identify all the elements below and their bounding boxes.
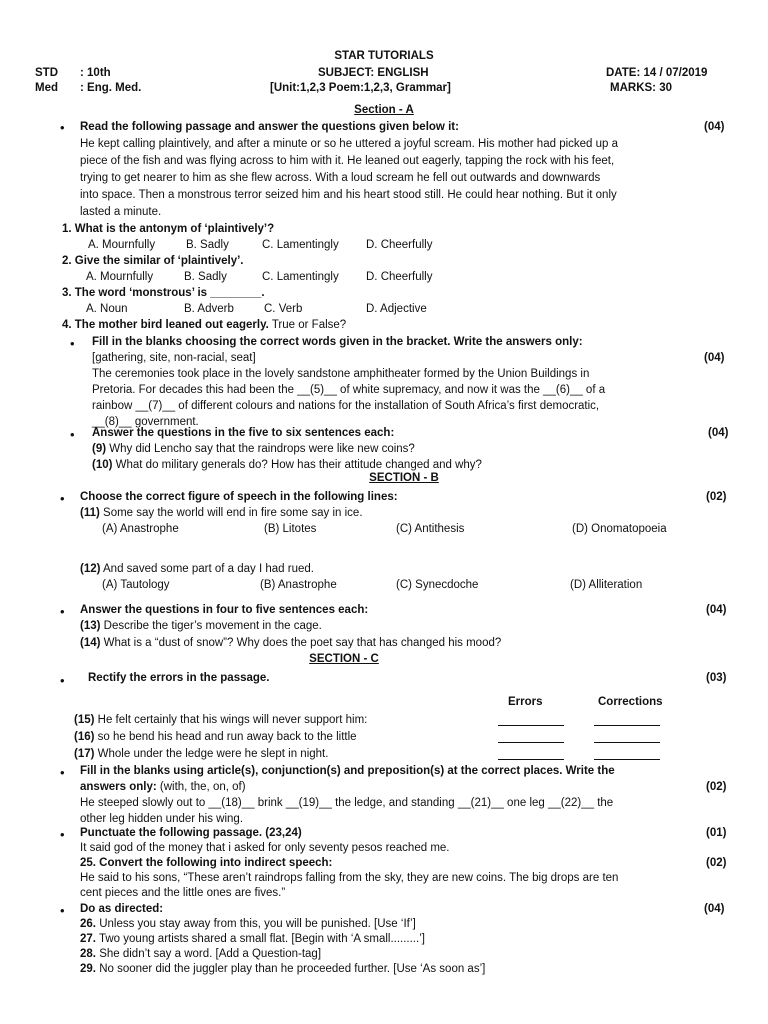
question-2: 2. Give the similar of ‘plaintively’.: [62, 255, 244, 267]
question-14-text: What is a “dust of snow”? Why does the poet say that has changed his mood?: [100, 637, 502, 649]
q2-option-d: D. Cheerfully: [366, 271, 433, 283]
question-4: [62, 317, 346, 333]
question-12: [80, 561, 314, 577]
bullet-icon: •: [60, 604, 65, 619]
question-13-text: Describe the tiger’s movement in the cage.: [100, 620, 322, 632]
question-9-number: (9): [92, 443, 107, 455]
q11-option-a: (A) Anastrophe: [102, 523, 179, 535]
question-15-text: He felt certainly that his wings will never support him:: [94, 714, 368, 726]
passage-line: trying to get nearer to him as she flew across. With a loud scream he fell out outwards and downwards: [80, 172, 601, 184]
question-27: [80, 931, 425, 947]
question-28-text: She didn’t say a word. [Add a Question-tag]: [96, 948, 322, 960]
question-28: [80, 946, 321, 962]
question-26: [80, 916, 416, 932]
question-25-marks: (02): [706, 857, 727, 869]
articles-instruction-line-2: [80, 779, 246, 795]
q1-option-a: A. Mournfully: [88, 239, 156, 251]
q25-line: He said to his sons, “These aren’t raindrops falling from the sky, they are new coins. The big drops are ten: [80, 872, 619, 884]
bullet-icon: •: [60, 903, 65, 918]
articles-instruction-label: answers only:: [80, 781, 157, 793]
short-marks: (04): [708, 427, 729, 439]
section-b-title: SECTION - B: [369, 472, 439, 484]
std-value: : 10th: [80, 67, 111, 79]
question-29: [80, 961, 485, 977]
figure-marks: (02): [706, 491, 727, 503]
question-13-number: (13): [80, 620, 101, 632]
question-14-number: (14): [80, 637, 101, 649]
question-10-number: (10): [92, 459, 113, 471]
figure-instruction: Choose the correct figure of speech in the following lines:: [80, 491, 398, 503]
question-10-text: What do military generals do? How has their attitude changed and why?: [112, 459, 482, 471]
errors-column-header: Errors: [508, 696, 543, 708]
question-16: [74, 729, 357, 745]
q12-option-c: (C) Synecdoche: [396, 579, 479, 591]
med-label: Med: [35, 82, 58, 94]
question-4-tail: True or False?: [268, 319, 347, 331]
question-13: [80, 618, 322, 634]
error-blank-15[interactable]: [498, 715, 564, 726]
fill-line: Pretoria. For decades this had been the __(5)__ of white supremacy, and now it was the __(6)__ of a: [92, 384, 606, 396]
fill-line: rainbow __(7)__ of different colours and nations for the installation of South Africa’s first democratic,: [92, 400, 600, 412]
question-17-text: Whole under the ledge were he slept in night.: [94, 748, 329, 760]
long-marks: (04): [706, 604, 727, 616]
punctuate-line: It said god of the money that i asked for only seventy pesos reached me.: [80, 842, 450, 854]
bullet-icon: •: [60, 673, 65, 688]
error-blank-17[interactable]: [498, 749, 564, 760]
question-10: [92, 457, 482, 473]
bullet-icon: •: [60, 827, 65, 842]
q12-option-a: (A) Tautology: [102, 579, 170, 591]
q3-option-d: D. Adjective: [366, 303, 427, 315]
articles-marks: (02): [706, 781, 727, 793]
passage-line: He kept calling plaintively, and after a minute or so he uttered a joyful scream. His mother had picked up a: [80, 138, 619, 150]
passage-line: into space. Then a monstrous terror seized him and his heart stood still. He could hear nothing. But it only: [80, 189, 617, 201]
marks: MARKS: 30: [610, 82, 672, 94]
fill-marks: (04): [704, 352, 725, 364]
std-label: STD: [35, 67, 58, 79]
long-instruction: Answer the questions in four to five sentences each:: [80, 604, 369, 616]
q1-option-b: B. Sadly: [186, 239, 229, 251]
bullet-icon: •: [70, 427, 75, 442]
passage-marks: (04): [704, 121, 725, 133]
passage-line: piece of the fish and was flying across to him with it. He leaned out eagerly, tapping the rock with his feet,: [80, 155, 615, 167]
date: DATE: 14 / 07/2019: [606, 67, 708, 79]
question-9-text: Why did Lencho say that the raindrops were like new coins?: [106, 443, 415, 455]
bullet-icon: •: [60, 491, 65, 506]
q2-option-c: C. Lamentingly: [262, 271, 339, 283]
question-4-text: 4. The mother bird leaned out eagerly.: [62, 319, 269, 331]
q25-line: cent pieces and the little ones are fives.”: [80, 887, 286, 899]
q3-option-c: C. Verb: [264, 303, 303, 315]
q11-option-d: (D) Onomatopoeia: [572, 523, 667, 535]
fill-words: [gathering, site, non-racial, seat]: [92, 352, 256, 364]
section-c-title: SECTION - C: [309, 653, 379, 665]
question-11-text: Some say the world will end in fire some say in ice.: [99, 507, 363, 519]
question-28-number: 28.: [80, 948, 96, 960]
articles-instruction-line-1: Fill in the blanks using article(s), conjunction(s) and preposition(s) at the correct places. Write the: [80, 765, 615, 777]
question-11-number: (11): [80, 507, 100, 519]
question-12-number: (12): [80, 563, 101, 575]
question-27-number: 27.: [80, 933, 96, 945]
question-26-number: 26.: [80, 918, 96, 930]
q1-option-c: C. Lamentingly: [262, 239, 339, 251]
articles-words: (with, the, on, of): [156, 781, 246, 793]
fill-line: __(8)__ government.: [92, 416, 199, 428]
question-17: [74, 746, 328, 762]
directed-marks: (04): [704, 903, 725, 915]
short-instruction: Answer the questions in the five to six sentences each:: [92, 427, 395, 439]
question-17-number: (17): [74, 748, 95, 760]
q2-option-a: A. Mournfully: [86, 271, 154, 283]
med-value: : Eng. Med.: [80, 82, 142, 94]
q3-option-a: A. Noun: [86, 303, 128, 315]
question-12-text: And saved some part of a day I had rued.: [100, 563, 314, 575]
question-29-number: 29.: [80, 963, 96, 975]
question-26-text: Unless you stay away from this, you will be punished. [Use ‘If’]: [96, 918, 416, 930]
question-14: [80, 635, 501, 651]
question-1: 1. What is the antonym of ‘plaintively’?: [62, 223, 275, 235]
question-25: 25. Convert the following into indirect speech:: [80, 857, 333, 869]
q1-option-d: D. Cheerfully: [366, 239, 433, 251]
question-29-text: No sooner did the juggler play than he proceeded further. [Use ‘As soon as’]: [96, 963, 486, 975]
error-blank-16[interactable]: [498, 732, 564, 743]
fill-line: The ceremonies took place in the lovely sandstone amphitheater formed by the Union Buildings in: [92, 368, 590, 380]
correction-blank-17[interactable]: [594, 749, 660, 760]
units: [Unit:1,2,3 Poem:1,2,3, Grammar]: [270, 82, 451, 94]
punctuate-instruction: Punctuate the following passage. (23,24): [80, 827, 302, 839]
section-a-title: Section - A: [354, 104, 414, 116]
q2-option-b: B. Sadly: [184, 271, 227, 283]
question-16-text: so he bend his head and run away back to the little: [94, 731, 357, 743]
corrections-column-header: Corrections: [598, 696, 663, 708]
q12-option-d: (D) Alliteration: [570, 579, 643, 591]
q12-option-b: (B) Anastrophe: [260, 579, 337, 591]
q11-option-c: (C) Antithesis: [396, 523, 465, 535]
question-15-number: (15): [74, 714, 95, 726]
correction-blank-16[interactable]: [594, 732, 660, 743]
question-3: 3. The word ‘monstrous’ is ________.: [62, 287, 265, 299]
errors-marks: (03): [706, 672, 727, 684]
directed-instruction: Do as directed:: [80, 903, 164, 915]
institute-name: STAR TUTORIALS: [334, 50, 434, 62]
question-16-number: (16): [74, 731, 95, 743]
question-9: [92, 441, 415, 457]
passage-line: lasted a minute.: [80, 206, 162, 218]
bullet-icon: •: [60, 765, 65, 780]
articles-line: other leg hidden under his wing.: [80, 813, 244, 825]
passage-instruction: Read the following passage and answer the questions given below it:: [80, 121, 459, 133]
bullet-icon: •: [70, 336, 75, 351]
subject: SUBJECT: ENGLISH: [318, 67, 429, 79]
q11-option-b: (B) Litotes: [264, 523, 317, 535]
correction-blank-15[interactable]: [594, 715, 660, 726]
question-15: [74, 712, 367, 728]
punctuate-marks: (01): [706, 827, 727, 839]
question-27-text: Two young artists shared a small flat. [Begin with ‘A small.........’]: [96, 933, 425, 945]
q3-option-b: B. Adverb: [184, 303, 234, 315]
fill-instruction: Fill in the blanks choosing the correct words given in the bracket. Write the answers only:: [92, 336, 583, 348]
question-11: [80, 505, 363, 521]
bullet-icon: •: [60, 120, 65, 135]
errors-instruction: Rectify the errors in the passage.: [88, 672, 270, 684]
articles-line: He steeped slowly out to __(18)__ brink __(19)__ the ledge, and standing __(21)__ one leg __(22)__ the: [80, 797, 614, 809]
